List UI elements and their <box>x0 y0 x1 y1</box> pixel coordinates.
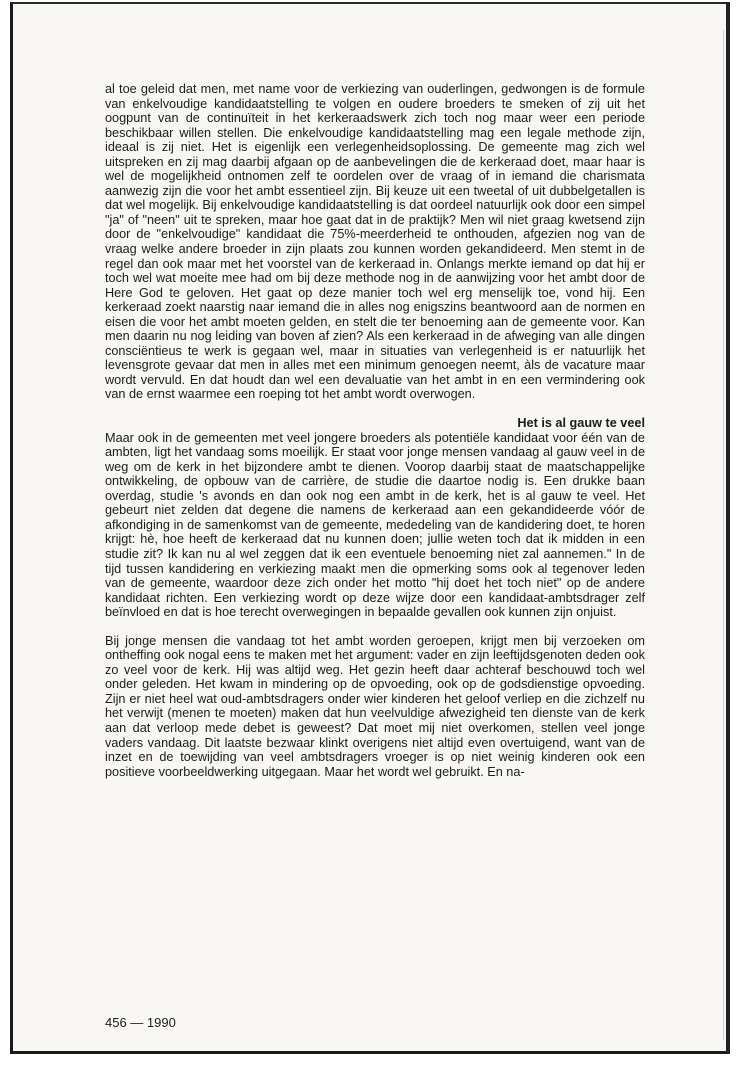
paragraph-1: al toe geleid dat men, met name voor de verkiezing van ouderlingen, gedwongen is de formule van enkelvoudige kandidaatstelling te volgen en oudere broeders te smeken of zij uit het oogpunt van de continuïteit in het kerkeraadswerk zich toch nog maar weer een periode beschikbaar willen stellen. Die enkelvoudige kandidaatstelling mag een legale methode zijn, ideaal is zij niet. Het is eigenlijk een verlegenheidsoplossing. De gemeente mag zich wel uitspreken en zij mag daarbij afgaan op de aanbevelingen die de kerkeraad doet, maar haar is wel de mogelijkheid ontnomen zelf te oordelen over de vraag of in iemand die charismata aanwezig zijn die voor het ambt essentieel zijn. Bij keuze uit een tweetal of uit dubbelgetallen is dat wel mogelijk. Bij enkelvoudige kandidaatstelling is dat oordeel natuurlijk ook door een simpel "ja" of "neen" uit te spreken, maar hoe gaat dat in de praktijk? Men wil niet graag kwetsend zijn door de "enkelvoudige" kandidaat die 75%-meerderheid te onthouden, afgezien nog van de vraag welke andere broeder in zijn plaats zou kunnen worden gekandideerd. Men stemt in de regel dan ook maar met het voorstel van de kerkeraad in. Onlangs merkte iemand op dat hij er toch wel wat moeite mee had om bij deze methode nog in de aanwijzing voor het ambt door de Here God te geloven. Het gaat op deze manier toch wel erg menselijk toe, vond hij. Een kerkeraad zoekt naarstig naar iemand die in alles nog enigszins beantwoord aan de normen en eisen die voor het ambt moeten gelden, en stelt die ter benoeming aan de gemeente voor. Kan men daarin nu nog leiding van boven af zien? Als een kerkeraad in de afweging van alle dingen consciëntieus te werk is gegaan wel, maar in situaties van verlegenheid is er natuurlijk het levensgrote gevaar dat men in alles met een minimum genoegen neemt, àls de vacature maar wordt vervuld. En dat houdt dan wel een devaluatie van het ambt in en een vermindering ook van de ernst waarmee een roeping tot het ambt wordt overwogen. <box>105 82 645 402</box>
article-body <box>105 82 645 779</box>
section-heading: Het is al gauw te veel <box>517 416 645 431</box>
paragraph-3: Bij jonge mensen die vandaag tot het ambt worden geroepen, krijgt men bij verzoeken om ontheffing ook nogal eens te maken met het argument: vader en zijn leeftijdsgenoten deden ook zo veel voor de kerk. Hij was altijd weg. Het gezin heeft daar achteraf beschouwd toch wel onder geleden. Het kwam in mindering op de opvoeding, ook op de godsdienstige opvoeding. Zijn er niet heel wat oud-ambtsdragers onder wier kinderen het geloof verliep en die zichzelf nu het verwijt (menen te moeten) maken dat hun veelvuldige afwezigheid ten dienste van de kerk aan dat verloop mede debet is geweest? Dat moet mij niet overkomen, stellen veel jonge vaders vandaag. Dit laatste bezwaar klinkt overigens niet altijd even overtuigend, want van de inzet en de toewijding van veel ambtsdragers vroeger is op niet weinig kinderen ook een positieve voorbeeldwerking uitgegaan. Maar het wordt wel gebruikt. En na- <box>105 633 645 779</box>
paragraph-2: Maar ook in de gemeenten met veel jongere broeders als potentiële kandidaat voor één van de ambten, ligt het vandaag soms moeilijk. Er staat voor jonge mensen vandaag al gauw veel in de weg om de kerk in het bijzondere ambt te dienen. Voorop daarbij staat de maatschappelijke ontwikkeling, de opbouw van de carrière, de studie die daartoe nodig is. Een drukke baan overdag, studie 's avonds en dan ook nog een ambt in de kerk, het is al gauw te veel. Het gebeurt niet zelden dat degene die namens de kerkeraad aan een gekandideerde vóór de afkondiging in de samenkomst van de gemeente, mededeling van de kandidering doet, te horen krijgt: hè, hoe heeft de kerkeraad dat nu kunnen doen; jullie weten toch dat ik midden in een studie zit? Ik kan nu al wel zeggen dat ik een eventuele benoeming niet zal aannemen." In de tijd tussen kandidering en verkiezing maakt men die opmerking soms ook al tegenover leden van de gemeente, waardoor deze zich onder het motto "hij doet het toch niet" op de andere kandidaat richten. Een verkiezing wordt op deze wijze door een kandidaat-ambtsdrager zelf beïnvloed en dat is hoe terecht overwegingen in bepaalde gevallen ook kunnen zijn onjuist. <box>105 430 645 620</box>
page-number: 456 — 1990 <box>105 1015 176 1030</box>
binding-edge <box>726 2 730 1054</box>
binding-shadow <box>723 30 724 1040</box>
